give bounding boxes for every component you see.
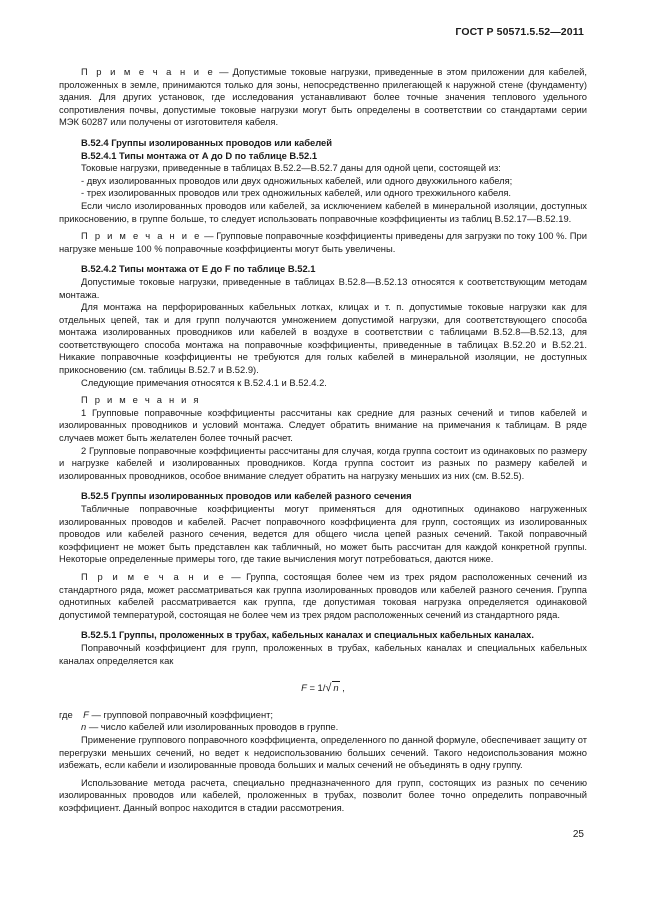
page-content	[59, 66, 587, 814]
formula-symbol-f: F	[301, 682, 307, 694]
subsection-heading: В.52.4.1 Типы монтажа от А до D по таблице В.52.1	[81, 149, 318, 161]
paragraph: Для монтажа на перфорированных кабельных лотках, клицах и т. п. допустимые токовые нагрузки как для отдельных цепей, так и для групп получаются умножением допустимой нагрузки, для соответствующего способа монтажа изолированных проводников или кабелей в воздухе в соответствии с таблицами В.52.8—В.52.13, для соответствующего способа монтажа на поправочные коэффициенты, приведенные в таблицах В.52.20 и В.52.21. Никакие поправочные коэффициенты не требуются для голых кабелей в минеральной изоляции, не доступных прикосновению (см. таблицы В.52.7 и В.52.9).	[59, 301, 587, 376]
where-line	[59, 721, 587, 734]
paragraph: Токовые нагрузки, приведенные в таблицах В.52.2—В.52.7 даны для одной цепи, состоящей из:	[81, 162, 501, 174]
paragraph: Поправочный коэффициент для групп, проложенных в трубах, кабельных каналах и специальных кабельных каналах определяется как	[59, 641, 587, 666]
note-text: — Допустимые токовые нагрузки, приведенные в этом приложении для кабелей, проложенных в земле, принимаются только для зоны, непосредственно прилегающей к наружной стене (фундаменту) здания. Для других установок, где исследования устанавливают более точные значения теплового удельного сопротивления почвы, допустимые токовые нагрузки могут быть определены в соответствии со стандартами серии МЭК 60287 или получены от изготовителя кабеля.	[59, 66, 587, 128]
where-f-symbol: F	[83, 708, 89, 720]
note-item: 2 Групповые поправочные коэффициенты рассчитаны для случая, когда группа состоит из одинаковых по размеру и нагрузке кабелей и изолированных проводников. Когда группа состоит из разных по размеру кабелей и изолированных проводников, особое внимание следует обратить на нагрузку меньших из них (см. В.52.5).	[59, 444, 587, 481]
note-label: П р и м е ч а н и е	[81, 66, 215, 77]
paragraph: Следующие примечания относятся к В.52.4.1 и В.52.4.2.	[81, 376, 327, 388]
section-heading: В.52.5 Группы изолированных проводов или кабелей разного сечения	[81, 490, 412, 502]
where-f-text: — групповой поправочный коэффициент;	[88, 708, 274, 720]
note-item: 1 Групповые поправочные коэффициенты рассчитаны как средние для разных сечений и типов кабелей и изолированных проводников и условий монтажа. Следует обратить внимание на примечания к таблицам. В ряде случаев может быть желателен более точный расчет.	[59, 406, 587, 444]
list-item: - трех изолированных проводов или трех одножильных кабелей, или одного трехжильного кабеля.	[81, 187, 512, 199]
paragraph: Табличные поправочные коэффициенты могут применяться для однотипных одинаково нагруженных изолированных проводов и кабелей. Расчет поправочного коэффициента для групп, состоящих из изолированных проводов или кабелей разного сечения, ведется для общего числа цепей разных сечений. Такой поправочный коэффициент не может быть представлен как табличный, но может быть рассчитан для каждой конкретной группы. Некоторые определенные примеры того, где такие вычисления могут потребоваться, даются ниже.	[59, 503, 587, 565]
paragraph: Использование метода расчета, специально предназначенного для групп, состоящих из разных по сечению изолированных проводов или кабелей, проложенных в трубах, позволит более точно определить поправочный коэффициент. Данный вопрос находится в стадии рассмотрения.	[59, 776, 587, 813]
notes-label: П р и м е ч а н и я	[81, 394, 201, 406]
section-heading: В.52.4 Группы изолированных проводов или кабелей	[81, 136, 333, 148]
subsection-heading: В.52.5.1 Группы, проложенных в трубах, кабельных каналах и специальных кабельных каналах.	[81, 629, 534, 641]
note-label: П р и м е ч а н и е	[81, 570, 226, 582]
where-line	[59, 709, 587, 722]
note-text: — Группа, состоящая более чем из трех рядом расположенных сечений из стандартного ряда, может рассматриваться как группа изолированных проводов или кабелей разного сечения. Группа однотипных кабелей рассматривается как группа, где допустимая токовая нагрузка определяется одинаковой допустимой температурой, состоящая не более чем из трех рядом расположенных сечений из стандартного ряда.	[59, 570, 587, 620]
subsection-heading: В.52.4.2 Типы монтажа от Е до F по таблице В.52.1	[81, 263, 316, 275]
formula-symbol-n: n	[333, 682, 339, 694]
note-text: — Групповые поправочные коэффициенты приведены для загрузки по току 100 %. При нагрузке меньше 100 % поправочные коэффициенты могут быть увеличены.	[59, 230, 587, 254]
where-label: где	[59, 708, 73, 720]
where-n-text: — число кабелей или изолированных проводов в группе.	[86, 721, 339, 733]
note-paragraph	[59, 66, 587, 129]
note-paragraph	[59, 571, 587, 621]
list-item: - двух изолированных проводов или двух одножильных кабелей, или одного двухжильного кабеля;	[81, 174, 513, 186]
formula-radicand	[332, 681, 339, 695]
note-label: П р и м е ч а н и е	[81, 230, 202, 242]
note-paragraph	[59, 230, 587, 255]
document-code: ГОСТ Р 50571.5.52—2011	[455, 26, 584, 38]
formula-equals: = 1/	[306, 682, 326, 694]
paragraph: Допустимые токовые нагрузки, приведенные в таблицах В.52.8—В.52.13 относятся к соответствующим методам монтажа.	[59, 275, 587, 300]
paragraph: Применение группового поправочного коэффициента, определенного по данной формуле, обеспечивает защиту от перегрузки меньших сечений, но ведет к недоиспользованию больших сечений. Такого недоиспользования можно избежать, если кабели и изолированные провода больших и малых сечений не объединять в одну группу.	[59, 733, 587, 771]
formula	[59, 681, 587, 695]
formula-tail: ,	[339, 682, 345, 694]
sqrt-icon: √	[325, 682, 332, 695]
paragraph: Если число изолированных проводов или кабелей, за исключением кабелей в минеральной изоляции, доступных прикосновению, в группе больше, то следует использовать поправочные коэффициенты из таблиц В.52.17—В.52.19.	[59, 199, 587, 224]
page-number: 25	[572, 829, 584, 840]
where-n-symbol: n	[81, 721, 87, 733]
